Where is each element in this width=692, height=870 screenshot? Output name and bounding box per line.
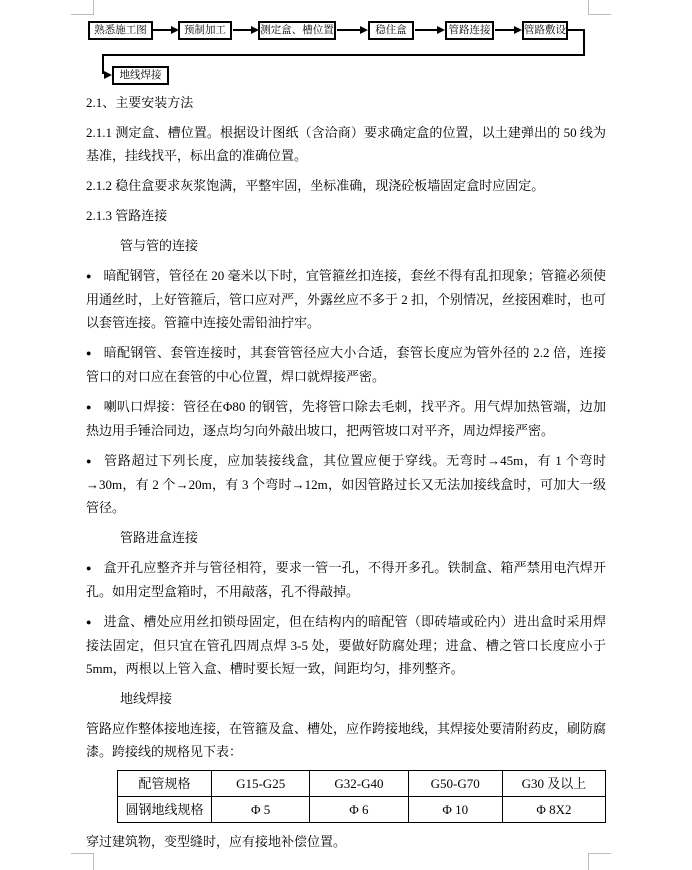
paragraph: 管路应作整体接地连接，在管箍及盒、槽处，应作跨接地线，其焊接处要清附药皮，刷防腐漆。跨接线的规格见下表：: [86, 721, 607, 759]
bullet-paragraph: [86, 556, 606, 603]
bullet-icon: ●: [86, 271, 92, 281]
margin-corner-mark-top-right: [588, 0, 611, 15]
flowchart-step-locate-boxes: 测定盒、槽位置: [258, 21, 336, 40]
bullet-paragraph: [86, 264, 606, 334]
table-cell: G32-G40: [310, 771, 408, 797]
subheading-ground-welding: 地线焊接: [120, 691, 173, 706]
connector-line: [495, 29, 515, 31]
subheading-conduit-into-box: 管路进盒连接: [120, 530, 199, 545]
section-heading: 2.1、主要安装方法: [86, 95, 194, 110]
paragraph-text: 管路超过下列长度，应加装接线盒，其位置应便于穿线。无弯时→45m，有 1 个弯时→30m，有 2 个→20m，有 3 个弯时→12m，如因管路过长又无法加接线盒时，可加大一级管径。: [86, 453, 606, 515]
margin-corner-mark-top-left: [71, 0, 94, 15]
bullet-icon: ●: [86, 617, 92, 627]
table-cell: Φ 10: [408, 797, 502, 823]
flowchart-step-conduit-laying: 管路敷设: [522, 21, 568, 40]
connector-line: [102, 54, 585, 56]
table-row: [118, 797, 606, 823]
bullet-paragraph: [86, 341, 606, 388]
paragraph-text: 进盒、槽处应用丝扣锁母固定，但在结构内的暗配管（即砖墙或砼内）进出盒时采用焊接法固定，但只宜在管孔四周点焊 3-5 处，要做好防腐处理；进盒、槽之管口长度应小于 5mm，两根以上管入盒、槽时要长短一致，间距均匀，排列整齐。: [86, 614, 606, 676]
table-cell: Φ 8X2: [502, 797, 605, 823]
flowchart-step-fix-box: 稳住盒: [368, 21, 414, 40]
paragraph: 2.1.1 测定盒、槽位置。根据设计图纸（含洽商）要求确定盒的位置，以土建弹出的 50 线为基准，挂线找平，标出盒的准确位置。: [86, 125, 606, 163]
document-body: [86, 91, 606, 860]
bullet-icon: ●: [86, 456, 93, 466]
arrow-right-icon: [514, 26, 522, 34]
table-cell: G50-G70: [408, 771, 502, 797]
connector-line: [583, 29, 585, 56]
arrow-right-icon: [360, 26, 368, 34]
flowchart-step-prefabrication: 预制加工: [178, 21, 232, 40]
table-cell: G30 及以上: [502, 771, 605, 797]
arrow-right-icon: [171, 26, 179, 34]
grounding-spec-table: [117, 770, 606, 823]
table-row: [118, 771, 606, 797]
bullet-icon: ●: [86, 402, 92, 412]
table-cell: 配管规格: [118, 771, 212, 797]
arrow-right-icon: [437, 26, 445, 34]
connector-line: [233, 29, 251, 31]
paragraph-text: 喇叭口焊接：管径在Φ80 的钢管，先将管口除去毛刺，找平齐。用气焊加热管端，边加热边用手锤洽同边，逐点均匀向外敲出坡口，把两管坡口对平齐，周边焊接严密。: [86, 399, 606, 438]
flowchart-step-familiarize-drawing: 熟悉施工图: [88, 21, 153, 40]
connector-line: [337, 29, 361, 31]
arrow-right-icon: [251, 26, 259, 34]
table-cell: 圆钢地线规格: [118, 797, 212, 823]
subheading-pipe-to-pipe: 管与管的连接: [120, 238, 199, 253]
bullet-paragraph: [86, 610, 606, 680]
paragraph: 2.1.2 稳住盒要求灰浆饱满，平整牢固，坐标准确，现浇砼板墙固定盒时应固定。: [86, 178, 545, 193]
paragraph-text: 盒开孔应整齐并与管径相符，要求一管一孔，不得开多孔。铁制盒、箱严禁用电汽焊开孔。如用定型盒箱时，不用敲落，孔不得敲掉。: [86, 560, 606, 599]
connector-line: [153, 29, 171, 31]
table-cell: G15-G25: [212, 771, 310, 797]
paragraph-text: 暗配钢管、套管连接时，其套管管径应大小合适，套管长度应为管外径的 2.2 倍，连接管口的对口应在套管的中心位置，焊口就焊接严密。: [86, 345, 606, 384]
bullet-paragraph: [86, 449, 606, 519]
flowchart-step-conduit-connection: 管路连接: [445, 21, 494, 40]
bullet-icon: ●: [86, 563, 92, 573]
table-cell: Φ 5: [212, 797, 310, 823]
connector-line: [415, 29, 438, 31]
bullet-paragraph: [86, 395, 606, 442]
paragraph: 2.1.3 管路连接: [86, 208, 168, 223]
paragraph: 穿过建筑物，变型缝时，应有接地补偿位置。: [86, 834, 347, 849]
bullet-icon: ●: [86, 348, 92, 358]
flowchart-step-ground-welding: 地线焊接: [112, 66, 169, 85]
table-cell: Φ 6: [310, 797, 408, 823]
paragraph-text: 暗配钢管，管径在 20 毫米以下时，宜管箍丝扣连接，套丝不得有乱扣现象；管箍必须使用通丝时，上好管箍后，管口应对严，外露丝应不多于 2 扣，个别情况，丝接困难时，也可以套管连接。管箍中连接处需铅油拧牢。: [86, 268, 607, 330]
arrow-right-icon: [104, 71, 112, 79]
